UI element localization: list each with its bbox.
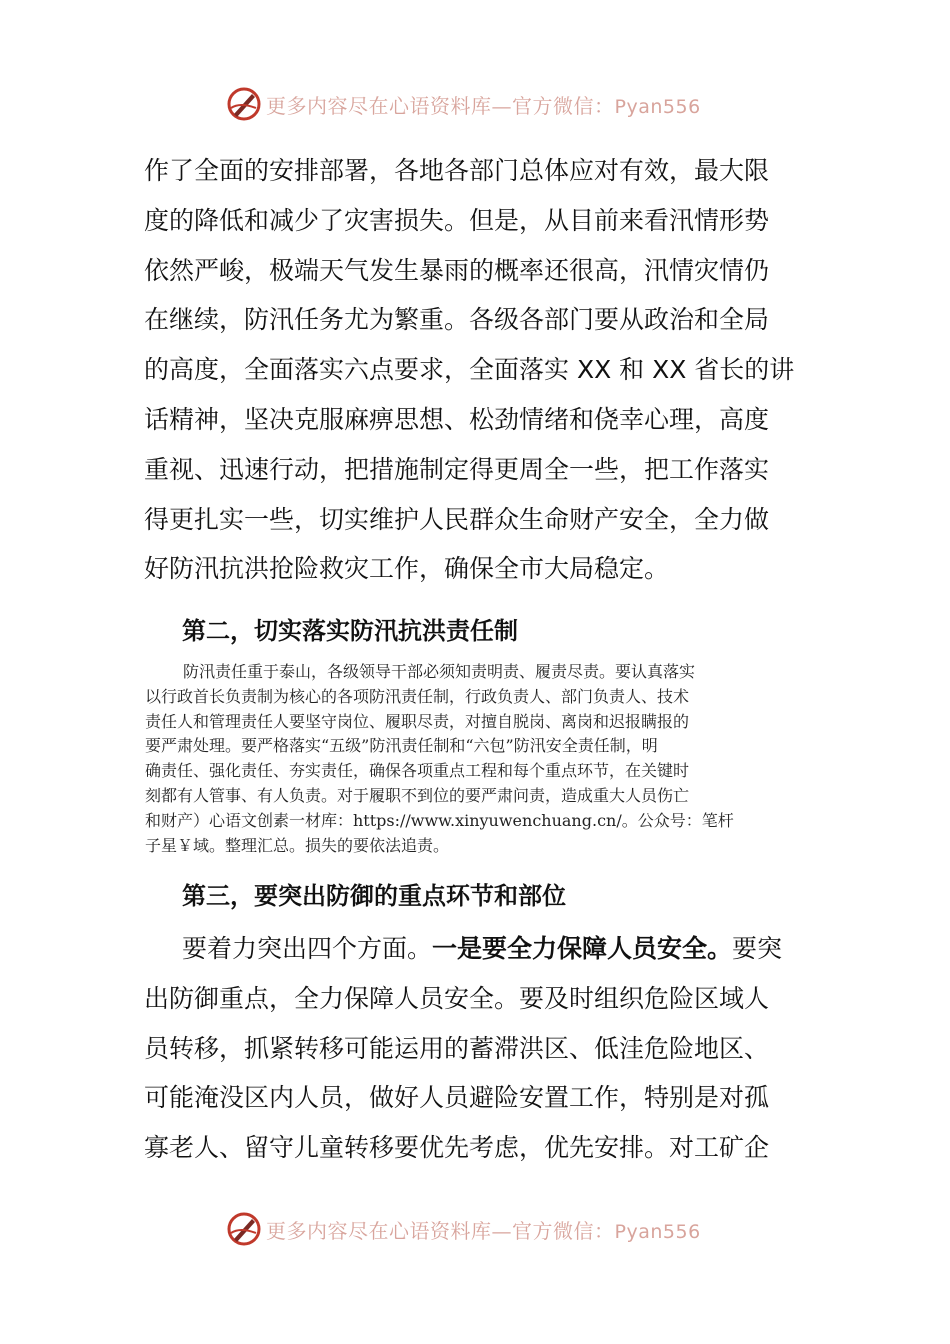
text-line: 度的降低和减少了灾害损失。但是，从目前来看汛情形势 bbox=[144, 205, 770, 235]
section-heading-3: 第三，要突出防御的重点环节和部位 bbox=[182, 882, 566, 910]
text-line: 员转移，抓紧转移可能运用的蓄滞洪区、低洼危险地区、 bbox=[144, 1033, 770, 1063]
text-line: 得更扎实一些，切实维护人民群众生命财产安全，全力做 bbox=[144, 504, 770, 534]
watermark-text: 更多内容尽在心语资料库—官方微信：Pyan556 bbox=[266, 94, 701, 118]
paragraph-3 bbox=[144, 924, 804, 1173]
footer-watermark bbox=[0, 1209, 950, 1249]
text-line: 确责任、强化责任、夯实责任，确保各项重点工程和每个重点环节，在关键时 bbox=[145, 761, 690, 781]
text-line: 在继续，防汛任务尤为繁重。各级各部门要从政治和全局 bbox=[144, 305, 770, 335]
text-line: 可能淹没区内人员，做好人员避险安置工作，特别是对孤 bbox=[144, 1083, 770, 1113]
text-line: 话精神，坚决克服麻痹思想、松劲情绪和侥幸心理，高度 bbox=[144, 404, 770, 434]
text-line: 出防御重点，全力保障人员安全。要及时组织危险区域人 bbox=[144, 983, 770, 1013]
text-line: 防汛责任重于泰山，各级领导干部必须知责明责、履责尽责。要认真落实 bbox=[183, 662, 696, 681]
pen-logo-icon bbox=[226, 1211, 262, 1247]
text-line: 刻都有人管事、有人负责。对于履职不到位的要严肃问责，造成重大人员伤亡 bbox=[145, 785, 690, 805]
text-line: 作了全面的安排部署，各地各部门总体应对有效，最大限 bbox=[144, 156, 770, 185]
section-heading-2: 第二，切实落实防汛抗洪责任制 bbox=[182, 617, 518, 645]
text-line: 要严肃处理。要严格落实“五级”防汛责任制和“六包”防汛安全责任制，明 bbox=[145, 736, 658, 756]
paragraph-2 bbox=[145, 660, 797, 858]
text-line: 依然严峻，极端天气发生暴雨的概率还很高，汛情灾情仍 bbox=[144, 255, 770, 285]
text-line: 责任人和管理责任人要坚守岗位、履职尽责，对擅自脱岗、离岗和迟报瞒报的 bbox=[145, 711, 690, 731]
text-line: 要着力突出四个方面。一是要全力保障人员安全。要突 bbox=[182, 934, 783, 963]
text-line: 重视、迅速行动，把措施制定得更周全一些，把工作落实 bbox=[144, 454, 770, 484]
watermark-text: 更多内容尽在心语资料库—官方微信：Pyan556 bbox=[266, 1219, 701, 1243]
header-watermark bbox=[0, 84, 950, 124]
paragraph-1 bbox=[144, 146, 804, 594]
text-line: 和财产）心语文创素一材库：https://www.xinyuwenchuang.cn/。公众号：笔杆 bbox=[145, 810, 734, 830]
text-line: 寡老人、留守儿童转移要优先考虑，优先安排。对工矿企 bbox=[144, 1133, 770, 1163]
text-line: 以行政首长负责制为核心的各项防汛责任制，行政负责人、部门负责人、技术 bbox=[145, 686, 690, 706]
pen-logo-icon bbox=[226, 86, 262, 122]
text-line: 的高度，全面落实六点要求，全面落实 XX 和 XX 省长的讲 bbox=[144, 355, 795, 385]
text-line: 好防汛抗洪抢险救灾工作，确保全市大局稳定。 bbox=[144, 554, 670, 584]
text-line: 子星￥域。整理汇总。损失的要依法追责。 bbox=[145, 835, 450, 855]
